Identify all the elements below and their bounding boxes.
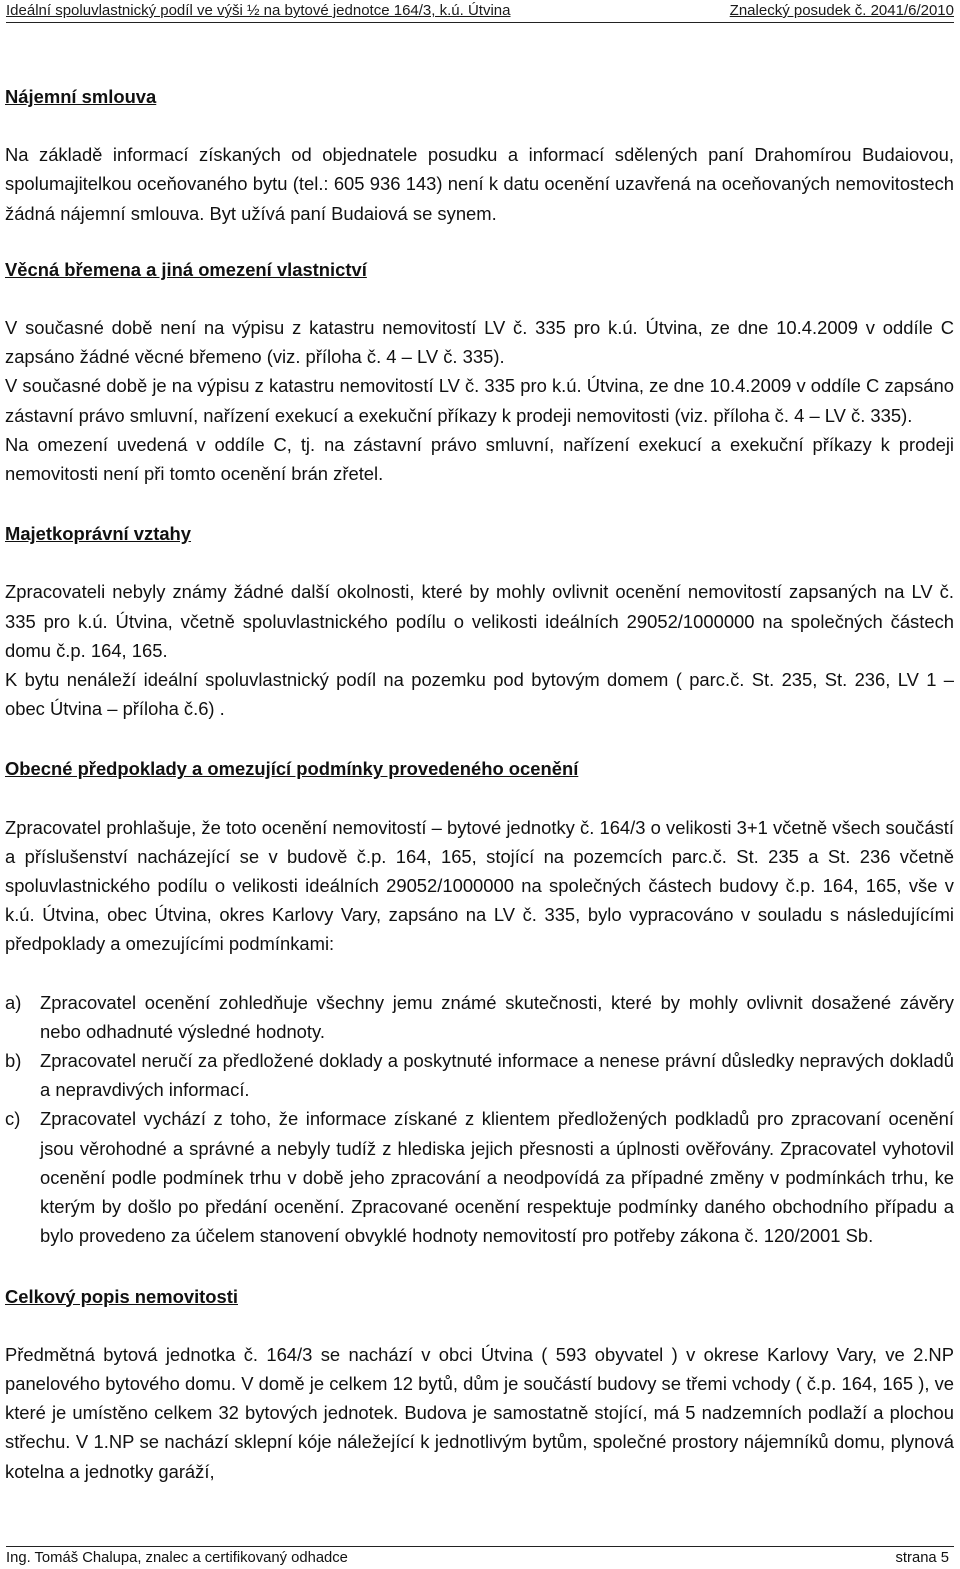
heading-celkovy-popis: Celkový popis nemovitosti xyxy=(5,1285,238,1307)
list-item-text: Zpracovatel ocenění zohledňuje všechny jemu známé skutečnosti, které by mohly ovlivnit dosažené závěry nebo odhadnuté výsledné hodnoty. xyxy=(40,991,954,1042)
paragraph-predpoklady: Zpracovatel prohlašuje, že toto ocenění nemovitostí – bytové jednotky č. 164/3 o velikosti 3+1 včetně všech součástí a příslušenství nacházející se v budově č.p. 164, 165, stojící na pozemcích parc.č. St. 235 a St. 236 včetně spoluvlastnického podílu o velikosti ideálních 29052/1000000 na společných částech budovy č.p. 164, 165, vše v k.ú. Útvina, obec Útvina, okres Karlovy Vary, zapsáno na LV č. 335, bylo vypracováno v souladu s následujícími předpoklady a omezujícími podmínkami: xyxy=(5,816,954,955)
conditions-list xyxy=(5,988,954,1251)
heading-najemni-smlouva: Nájemní smlouva xyxy=(5,86,157,107)
list-item xyxy=(5,1104,954,1250)
paragraph-majetkopravni-2: K bytu nenáleží ideální spoluvlastnický podíl na pozemku pod bytovým domem ( parc.č. St. 235, St. 236, LV 1 – obec Útvina – příloha č.6) . xyxy=(5,669,954,720)
heading-majetkopravni: Majetkoprávní vztahy xyxy=(5,523,192,545)
paragraph-bremena-3: Na omezení uvedená v oddíle C, tj. na zástavní právo smluvní, nařízení exekucí a exekuční příkazy k prodeji nemovitosti není při tomto ocenění brán zřetel. xyxy=(5,433,954,485)
list-marker: a) xyxy=(5,991,22,1013)
header-subject: Ideální spoluvlastnický podíl ve výši ½ na bytové jednotce 164/3, k.ú. Útvina xyxy=(6,2,511,19)
paragraph-majetkopravni-1: Zpracovateli nebyly známy žádné další okolnosti, které by mohly ovlivnit ocenění nemovitostí zapsaných na LV č. 335 pro k.ú. Útvina, včetně spoluvlastnického podílu o velikosti ideálních 29052/1000000 na společných částech domu č.p. 164, 165. xyxy=(5,581,954,661)
list-item-text: Zpracovatel vychází z toho, že informace získané z klientem předložených podkladů pro zpracovaní ocenění jsou věrohodné a správné a nebyly tudíž z hlediska jejich přesnosti a úplnosti ověřovány. Zpracovatel vyhotovil ocenění podle podmínek trhu v době jeho zpracování a neodpovídá za případné změny v podmínkách trhu, ke kterým by došlo po předání ocenění. Zpracované ocenění respektuje podmínky daného obchodního případu a bylo provedeno za účelem stanovení obvyklé hodnoty nemovitostí pro potřeby zákona č. 120/2001 Sb. xyxy=(40,1108,954,1247)
heading-predpoklady: Obecné předpoklady a omezující podmínky provedeného ocenění xyxy=(5,758,579,780)
list-item xyxy=(5,988,954,1046)
list-marker: b) xyxy=(5,1050,22,1072)
page-footer xyxy=(6,1546,954,1569)
paragraph-bremena-2: V současné době je na výpisu z katastru nemovitostí LV č. 335 pro k.ú. Útvina, ze dne 10.4.2009 v oddíle C zapsáno zástavní právo smluvní, nařízení exekucí a exekuční příkazy k prodeji nemovitosti (viz. příloha č. 4 – LV č. 335). xyxy=(5,375,954,426)
heading-vecna-bremena: Věcná břemena a jiná omezení vlastnictví xyxy=(5,258,367,280)
list-marker: c) xyxy=(5,1108,21,1130)
paragraph-popis: Předmětná bytová jednotka č. 164/3 se nachází v obci Útvina ( 593 obyvatel ) v okrese Karlovy Vary, ve 2.NP panelového bytového domu. V domě je celkem 12 bytů, dům je součástí budovy se třemi vchody ( č.p. 164, 165 ), ve které je umístěno celkem 32 bytových jednotek. Budova je samostatně stojící, má 5 nadzemních podlaží a plochou střechu. V 1.NP se nachází sklepní kóje náležející k jednotlivým bytům, společné prostory nájemníků domu, plynová kotelna a jednotky garáží, xyxy=(5,1343,954,1482)
page-header xyxy=(6,0,954,23)
list-item-text: Zpracovatel neručí za předložené doklady a poskytnuté informace a nenese právní důsledky nepravých dokladů a nepravdivých informací. xyxy=(40,1050,954,1101)
list-item xyxy=(5,1046,954,1104)
paragraph-bremena-1: V současné době není na výpisu z katastru nemovitostí LV č. 335 pro k.ú. Útvina, ze dne 10.4.2009 v oddíle C zapsáno žádné věcné břemeno (viz. příloha č. 4 – LV č. 335). xyxy=(5,317,954,368)
document-body xyxy=(5,82,954,1486)
footer-author: Ing. Tomáš Chalupa, znalec a certifikovaný odhadce xyxy=(6,1550,348,1566)
header-report-number: Znalecký posudek č. 2041/6/2010 xyxy=(729,2,954,19)
paragraph-najemni: Na základě informací získaných od objednatele posudku a informací sdělených paní Drahomírou Budaiovou, spolumajitelkou oceňovaného bytu (tel.: 605 936 143) není k datu ocenění uzavřená na oceňovaných nemovitostech žádná nájemní smlouva. Byt užívá paní Budaiová se synem. xyxy=(5,144,954,224)
page-number: strana 5 xyxy=(895,1550,949,1566)
